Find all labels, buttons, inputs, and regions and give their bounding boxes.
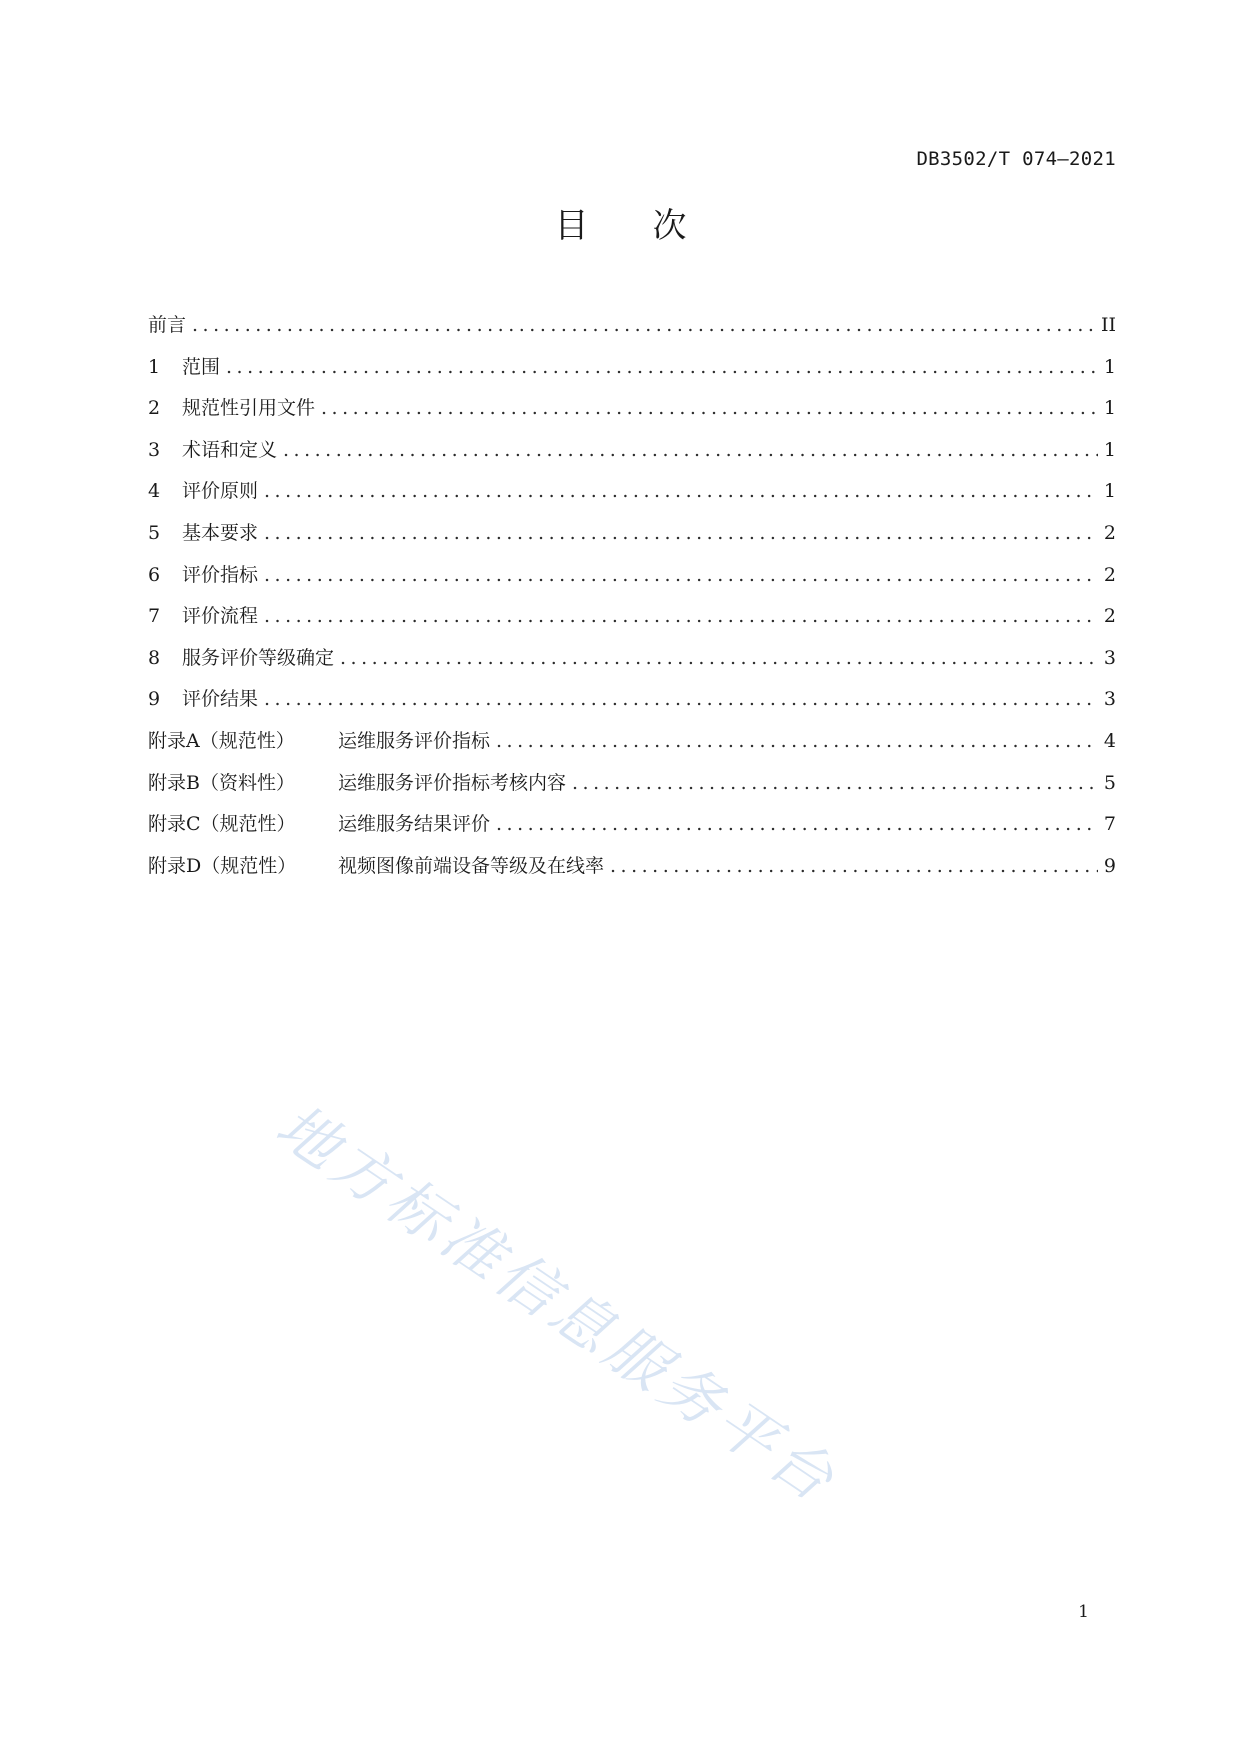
toc-entry-number: 4 [148, 480, 161, 503]
toc-entry-appendix-prefix: 附录A（规范性） [148, 729, 295, 752]
toc-leader-dots [264, 480, 1098, 502]
toc-entry-evaluation-process[interactable] [148, 601, 1116, 643]
toc-entry-page: 1 [1103, 397, 1116, 420]
toc-entry-appendix-a[interactable] [148, 726, 1116, 768]
toc-entry-preface[interactable] [148, 310, 1116, 352]
toc-leader-dots [321, 397, 1098, 419]
toc-entry-evaluation-results[interactable] [148, 684, 1116, 726]
toc-entry-label: 评价流程 [182, 605, 259, 628]
toc-entry-number: 3 [148, 438, 161, 461]
toc-entry-evaluation-principles[interactable] [148, 476, 1116, 518]
toc-entry-label: 前言 [148, 314, 187, 336]
toc-entry-number: 1 [148, 355, 161, 378]
toc-entry-page: 3 [1103, 646, 1116, 669]
toc-leader-dots [572, 772, 1098, 794]
toc-entry-label: 规范性引用文件 [182, 397, 316, 420]
toc-entry-label: 术语和定义 [182, 438, 278, 461]
watermark: 地方标准信息服务平台 [263, 1090, 850, 1518]
toc-entry-page: 1 [1103, 480, 1116, 503]
toc-leader-dots [264, 688, 1098, 710]
toc-leader-dots [264, 522, 1098, 544]
toc-entry-label: 运维服务评价指标考核内容 [338, 771, 567, 794]
toc-leader-dots [264, 605, 1098, 627]
toc-entry-appendix-prefix: 附录B（资料性） [148, 771, 295, 794]
toc-leader-dots [610, 855, 1098, 877]
toc-entry-evaluation-indicators[interactable] [148, 560, 1116, 602]
toc-entry-label: 服务评价等级确定 [182, 646, 335, 669]
toc-entry-number: 8 [148, 646, 161, 669]
toc-entry-page: 9 [1103, 854, 1116, 877]
toc-entry-scope[interactable] [148, 352, 1116, 394]
toc-entry-label: 评价指标 [182, 563, 259, 586]
toc-entry-page: II [1100, 314, 1116, 336]
toc-entry-basic-requirements[interactable] [148, 518, 1116, 560]
page-title: 目次 [554, 206, 751, 246]
toc-entry-label: 视频图像前端设备等级及在线率 [338, 854, 605, 877]
toc-entry-page: 7 [1103, 813, 1116, 836]
toc-entry-number: 2 [148, 397, 161, 420]
toc-entry-grade-determination[interactable] [148, 643, 1116, 685]
toc-entry-appendix-b[interactable] [148, 768, 1116, 810]
toc-entry-page: 2 [1103, 563, 1116, 586]
toc-entry-label: 运维服务结果评价 [338, 813, 491, 836]
toc-entry-page: 2 [1103, 521, 1116, 544]
toc-leader-dots [496, 813, 1098, 835]
table-of-contents [148, 310, 1116, 892]
toc-entry-page: 1 [1103, 438, 1116, 461]
toc-entry-number: 7 [148, 605, 161, 628]
toc-leader-dots [340, 647, 1098, 669]
toc-leader-dots [192, 314, 1095, 336]
toc-entry-appendix-prefix: 附录D（规范性） [148, 854, 297, 877]
toc-entry-number: 6 [148, 563, 161, 586]
toc-entry-page: 5 [1103, 771, 1116, 794]
toc-entry-label: 运维服务评价指标 [338, 729, 491, 752]
toc-entry-number: 9 [148, 688, 161, 711]
toc-entry-appendix-d[interactable] [148, 851, 1116, 893]
toc-entry-normative-references[interactable] [148, 393, 1116, 435]
toc-entry-page: 3 [1103, 688, 1116, 711]
toc-leader-dots [226, 356, 1098, 378]
document-code: DB3502/T 074—2021 [916, 148, 1116, 170]
toc-entry-label: 评价原则 [182, 480, 259, 503]
toc-entry-terms-definitions[interactable] [148, 435, 1116, 477]
toc-entry-number: 5 [148, 521, 161, 544]
toc-entry-appendix-prefix: 附录C（规范性） [148, 813, 296, 836]
toc-entry-label: 评价结果 [182, 688, 259, 711]
toc-leader-dots [283, 439, 1098, 461]
toc-entry-page: 2 [1103, 605, 1116, 628]
toc-entry-label: 基本要求 [182, 521, 259, 544]
toc-entry-label: 范围 [182, 355, 221, 378]
toc-leader-dots [264, 564, 1098, 586]
toc-leader-dots [496, 730, 1098, 752]
toc-entry-appendix-c[interactable] [148, 809, 1116, 851]
page-number: 1 [1078, 1602, 1089, 1622]
toc-entry-page: 4 [1103, 729, 1116, 752]
toc-entry-page: 1 [1103, 355, 1116, 378]
